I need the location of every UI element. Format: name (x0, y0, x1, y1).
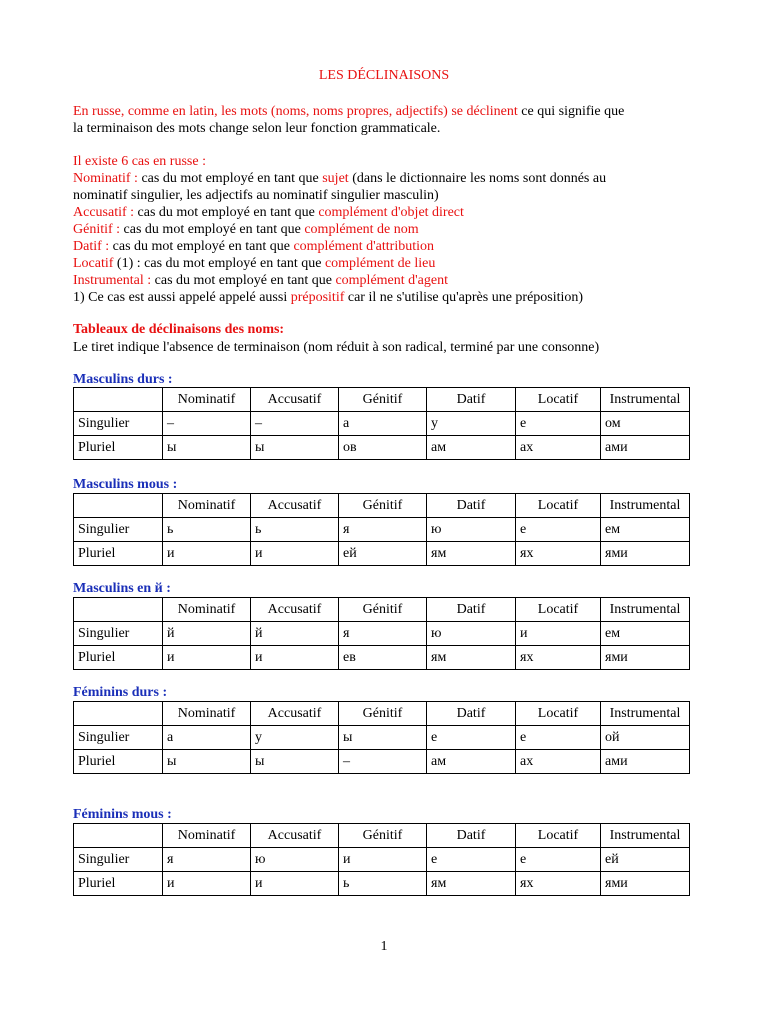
table-cell: й (251, 622, 339, 646)
header-cell: Accusatif (251, 598, 339, 622)
table-cell: ей (339, 542, 427, 566)
case-datif (73, 238, 434, 255)
header-cell: Locatif (516, 824, 601, 848)
table-cell: а (163, 726, 251, 750)
table-cell: ы (251, 750, 339, 774)
table-cell: ах (516, 436, 601, 460)
row-label: Pluriel (74, 872, 163, 896)
header-cell: Locatif (516, 598, 601, 622)
case-name: Génitif : (73, 222, 121, 237)
table-row (74, 872, 690, 896)
table-caption: Masculins mous : (73, 477, 178, 492)
case-instrumental (73, 272, 448, 289)
table-cell: ы (163, 750, 251, 774)
table-cell: ем (601, 622, 690, 646)
header-cell: Génitif (339, 388, 427, 412)
case-nominatif-cont: nominatif singulier, les adjectifs au nominatif singulier masculin) (73, 188, 439, 203)
header-cell: Datif (427, 702, 516, 726)
header-cell: Locatif (516, 494, 601, 518)
table-cell: ы (251, 436, 339, 460)
row-label: Singulier (74, 848, 163, 872)
table-cell: я (339, 622, 427, 646)
header-row (74, 824, 690, 848)
table-cell: ями (601, 872, 690, 896)
row-label: Pluriel (74, 750, 163, 774)
case-role: complément de nom (304, 222, 419, 237)
table-cell: ой (601, 726, 690, 750)
table-caption: Féminins durs : (73, 685, 168, 700)
table-cell: ов (339, 436, 427, 460)
case-text: cas du mot employé en tant que (151, 273, 336, 288)
table-cell: у (427, 412, 516, 436)
header-cell: Nominatif (163, 388, 251, 412)
header-cell: Nominatif (163, 494, 251, 518)
table-row (74, 848, 690, 872)
table-cell: ю (427, 518, 516, 542)
header-cell (74, 388, 163, 412)
header-row (74, 388, 690, 412)
table-row (74, 726, 690, 750)
tables-note: Le tiret indique l'absence de terminaison (nom réduit à son radical, terminé par une consonne) (73, 340, 600, 355)
header-cell: Accusatif (251, 388, 339, 412)
case-text: cas du mot employé en tant que (137, 171, 323, 186)
case-role: complément d'agent (335, 273, 448, 288)
table-cell: – (163, 412, 251, 436)
table-cell: а (339, 412, 427, 436)
header-cell: Locatif (516, 702, 601, 726)
footnote-red: prépositif (290, 290, 345, 305)
header-cell: Instrumental (601, 598, 690, 622)
table-cell: и (339, 848, 427, 872)
table-cell: ам (427, 750, 516, 774)
header-row (74, 494, 690, 518)
header-cell: Instrumental (601, 824, 690, 848)
case-role: complément de lieu (324, 256, 436, 271)
intro-text: ce qui signifie que (517, 104, 625, 119)
header-cell (74, 494, 163, 518)
table-cell: я (163, 848, 251, 872)
table-cell: е (427, 848, 516, 872)
header-cell: Nominatif (163, 702, 251, 726)
table-row (74, 518, 690, 542)
table-cell: и (163, 542, 251, 566)
cases-heading: Il existe 6 cas en russe : (73, 154, 206, 169)
intro-line-1 (73, 103, 624, 120)
table-cell: ями (601, 646, 690, 670)
header-cell: Génitif (339, 824, 427, 848)
footnote (73, 289, 583, 306)
header-cell: Datif (427, 824, 516, 848)
case-locatif (73, 255, 435, 272)
table-cell: ы (339, 726, 427, 750)
header-cell: Accusatif (251, 824, 339, 848)
table-cell: ь (251, 518, 339, 542)
header-cell: Nominatif (163, 598, 251, 622)
table-cell: ы (163, 436, 251, 460)
header-cell: Instrumental (601, 702, 690, 726)
header-cell: Instrumental (601, 388, 690, 412)
footnote-after: car il ne s'utilise qu'après une préposition) (344, 290, 584, 305)
declension-table (73, 597, 690, 670)
header-cell (74, 598, 163, 622)
case-name: Nominatif : (73, 171, 138, 186)
case-genitif (73, 221, 419, 238)
table-caption: Féminins mous : (73, 807, 172, 822)
case-text: cas du mot employé en tant que (140, 256, 325, 271)
table-cell: и (163, 646, 251, 670)
table-caption: Masculins en й : (73, 581, 171, 596)
table-cell: ем (601, 518, 690, 542)
table-row (74, 436, 690, 460)
declension-table (73, 493, 690, 566)
table-cell: и (251, 542, 339, 566)
table-row (74, 750, 690, 774)
case-role: sujet (322, 171, 349, 186)
table-cell: ом (601, 412, 690, 436)
table-cell: ях (516, 646, 601, 670)
header-cell (74, 702, 163, 726)
table-cell: ям (427, 872, 516, 896)
row-label: Pluriel (74, 436, 163, 460)
intro-red-text: En russe, comme en latin, les mots (noms, noms propres, adjectifs) se déclinent (73, 104, 518, 119)
table-cell: – (251, 412, 339, 436)
case-after: (dans le dictionnaire les noms sont donnés au (348, 171, 607, 186)
table-cell: е (427, 726, 516, 750)
table-cell: ах (516, 750, 601, 774)
table-cell: ами (601, 436, 690, 460)
row-label: Singulier (74, 412, 163, 436)
header-cell: Locatif (516, 388, 601, 412)
table-cell: е (516, 412, 601, 436)
header-cell: Génitif (339, 598, 427, 622)
footnote-text: 1) Ce cas est aussi appelé appelé aussi (73, 290, 291, 305)
case-nominatif (73, 170, 606, 187)
table-cell: е (516, 726, 601, 750)
header-cell: Nominatif (163, 824, 251, 848)
declension-table (73, 701, 690, 774)
row-label: Pluriel (74, 542, 163, 566)
declension-table (73, 387, 690, 460)
table-cell: ям (427, 646, 516, 670)
table-cell: е (516, 848, 601, 872)
row-label: Singulier (74, 622, 163, 646)
table-cell: ю (427, 622, 516, 646)
intro-line-2: la terminaison des mots change selon leur fonction grammaticale. (73, 121, 441, 136)
header-cell: Datif (427, 494, 516, 518)
case-name: Locatif (73, 256, 114, 271)
case-text: cas du mot employé en tant que (109, 239, 294, 254)
table-cell: ь (163, 518, 251, 542)
row-label: Singulier (74, 726, 163, 750)
row-label: Singulier (74, 518, 163, 542)
table-row (74, 646, 690, 670)
table-cell: ам (427, 436, 516, 460)
table-cell: я (339, 518, 427, 542)
table-cell: – (339, 750, 427, 774)
table-cell: у (251, 726, 339, 750)
header-cell: Génitif (339, 494, 427, 518)
header-cell: Génitif (339, 702, 427, 726)
table-cell: и (163, 872, 251, 896)
case-name: Accusatif : (73, 205, 135, 220)
table-cell: е (516, 518, 601, 542)
table-caption: Masculins durs : (73, 372, 173, 387)
case-role: complément d'objet direct (318, 205, 464, 220)
header-cell: Datif (427, 598, 516, 622)
case-text: cas du mot employé en tant que (134, 205, 319, 220)
case-name: Instrumental : (73, 273, 152, 288)
header-cell (74, 824, 163, 848)
header-cell: Datif (427, 388, 516, 412)
table-cell: ях (516, 542, 601, 566)
page-number: 1 (380, 939, 388, 954)
header-row (74, 702, 690, 726)
table-cell: ей (601, 848, 690, 872)
tables-heading: Tableaux de déclinaisons des noms: (73, 322, 285, 337)
table-cell: и (251, 646, 339, 670)
header-cell: Instrumental (601, 494, 690, 518)
case-text: cas du mot employé en tant que (120, 222, 305, 237)
table-cell: ях (516, 872, 601, 896)
table-cell: й (163, 622, 251, 646)
table-cell: ь (339, 872, 427, 896)
table-row (74, 542, 690, 566)
table-cell: и (516, 622, 601, 646)
case-role: complément d'attribution (293, 239, 434, 254)
table-cell: ю (251, 848, 339, 872)
table-row (74, 412, 690, 436)
header-cell: Accusatif (251, 702, 339, 726)
case-accusatif (73, 204, 464, 221)
table-cell: ям (427, 542, 516, 566)
table-cell: и (251, 872, 339, 896)
table-cell: ев (339, 646, 427, 670)
header-cell: Accusatif (251, 494, 339, 518)
row-label: Pluriel (74, 646, 163, 670)
page-title: LES DÉCLINAISONS (318, 68, 450, 83)
declension-table (73, 823, 690, 896)
case-name: Datif : (73, 239, 110, 254)
table-cell: ами (601, 750, 690, 774)
case-note: (1) : (113, 256, 141, 271)
table-row (74, 622, 690, 646)
header-row (74, 598, 690, 622)
table-cell: ями (601, 542, 690, 566)
